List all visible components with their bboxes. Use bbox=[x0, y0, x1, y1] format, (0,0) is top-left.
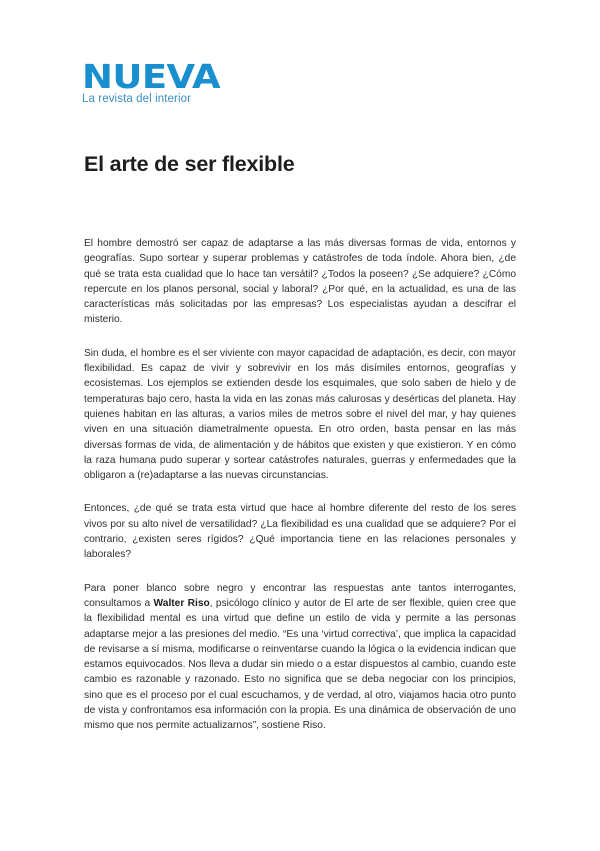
paragraph-riso-quote bbox=[84, 581, 516, 734]
riso-intro-text: Para poner blanco sobre negro y encontrar las respuestas ante tantos interrogantes, consultamos a bbox=[84, 582, 516, 609]
article-title: El arte de ser flexible bbox=[84, 152, 295, 176]
paragraph-questions: Entonces, ¿de qué se trata esta virtud que hace al hombre diferente del resto de los seres vivos por su alto nivel de versatilidad? ¿La flexibilidad es una cualidad que se adquiere? Por el contrario, ¿existen seres rígidos? ¿Qué importancia tiene en las relaciones personales y laborales? bbox=[84, 503, 516, 561]
magazine-logo bbox=[82, 57, 221, 105]
author-name: Walter Riso bbox=[153, 597, 210, 609]
paragraph-adaptation: Sin duda, el hombre es el ser viviente con mayor capacidad de adaptación, es decir, con mayor flexibilidad. Es capaz de vivir y sobrevivir en los más disímiles entornos, geografías y ecosistemas. Los ejemplos se extienden desde los esquimales, que solo saben de hielo y de temperaturas bajo cero, hasta la vida en las zonas más calurosas y desérticas del planeta. Hay quienes habitan en las alturas, a varios miles de metros sobre el nivel del mar, y hay quienes viven en una situación diametralmente opuesta. En otro orden, basta pensar en las más diversas formas de vida, de alimentación y de hábitos que existen y que existieron. Y en cómo la raza humana pudo superar y sortear catástrofes naturales, guerras y enfermedades que la obligaron a (re)adaptarse a las nuevas circunstancias. bbox=[84, 347, 516, 482]
paragraph-intro: El hombre demostró ser capaz de adaptarse a las más diversas formas de vida, entornos y geografías. Supo sortear y superar problemas y catástrofes de toda índole. Ahora bien, ¿de qué se trata esta cualidad que lo hace tan versátil? ¿Todos la poseen? ¿Se adquiere? ¿Cómo repercute en los planos personal, social y laboral? ¿Por qué, en la actualidad, es una de las características más solicitadas por las empresas? Los especialistas ayudan a descifrar el misterio. bbox=[84, 238, 516, 326]
logo-tagline: La revista del interior bbox=[82, 93, 192, 105]
logo-wordmark: NUEVA bbox=[82, 57, 221, 96]
article-body bbox=[84, 236, 516, 752]
riso-quote-text: , psicólogo clínico y autor de El arte de ser flexible, quien cree que la flexibilidad mental es una virtud que define un estilo de vida y permite a las personas adaptarse mejor a las presiones del medio. “Es una ‘virtud correctiva’, que implica la capacidad de revisarse a sí misma, modificarse o reinventarse cuando la lógica o la evidencia indican que estamos equivocados. Nos lleva a dudar sin miedo o a estar dispuestos al cambio, cuando este cambio es razonable y razonado. Esto no significa que se deba negociar con los principios, sino que es el proceso por el cual escuchamos, y de verdad, al otro, viajamos hacia otro punto de vista y confrontamos esa información con la propia. Es una dinámica de observación de uno mismo que nos permite actualizarnos”, sostiene Riso. bbox=[84, 597, 516, 732]
